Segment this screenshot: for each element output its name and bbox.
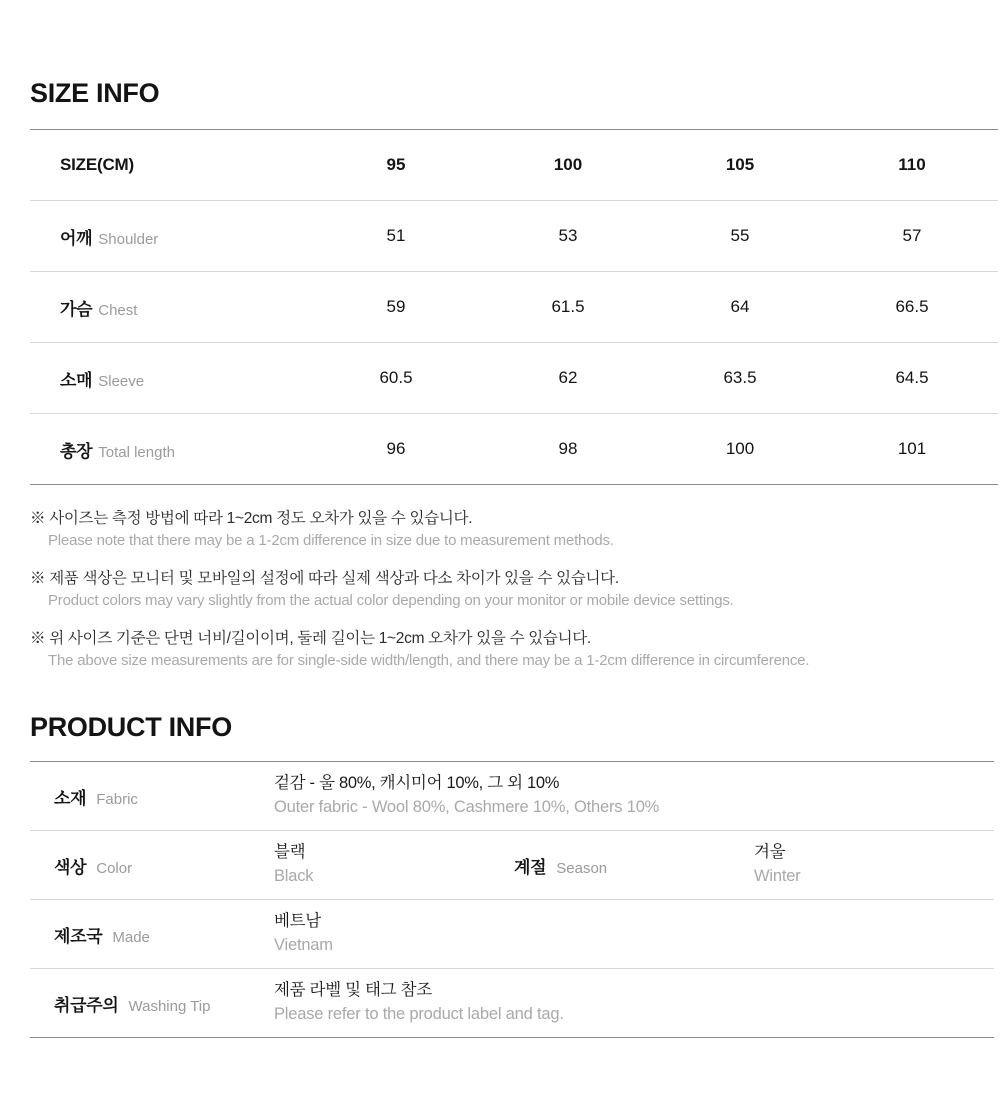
size-header-95: 95 xyxy=(310,130,482,201)
size-cell: 64 xyxy=(654,272,826,343)
size-header-label: SIZE(CM) xyxy=(30,130,310,201)
size-cell: 98 xyxy=(482,414,654,485)
table-row xyxy=(30,900,994,969)
product-value-season: 겨울 Winter xyxy=(754,831,994,900)
size-cell: 51 xyxy=(310,201,482,272)
size-row-label-total-length: 총장 Total length xyxy=(30,414,310,485)
note-item: ※ 제품 색상은 모니터 및 모바일의 설정에 따라 실제 색상과 다소 차이가 있을 수 있습니다. Product colors may vary slightly from the actual color depending on your monitor or mobile device settings. xyxy=(30,569,734,610)
product-label-washing-tip: 취급주의 Washing Tip xyxy=(30,969,274,1038)
size-row-label-shoulder: 어깨 Shoulder xyxy=(30,201,310,272)
size-header-105: 105 xyxy=(654,130,826,201)
note-item: ※ 위 사이즈 기준은 단면 너비/길이이며, 둘레 길이는 1~2cm 오차가 있을 수 있습니다. The above size measurements are for single-side width/length, and there may be a 1-2cm difference in circumference. xyxy=(30,629,810,669)
product-detail-page xyxy=(0,18,1000,1118)
size-notes xyxy=(30,507,970,672)
size-table xyxy=(30,129,998,485)
table-row xyxy=(30,201,998,272)
size-row-label-chest: 가슴 Chest xyxy=(30,272,310,343)
table-row xyxy=(30,969,994,1038)
product-value-fabric: 겉감 - 울 80%, 캐시미어 10%, 그 외 10% Outer fabric - Wool 80%, Cashmere 10%, Others 10% xyxy=(274,762,994,831)
size-info-title: SIZE INFO xyxy=(30,78,160,109)
size-cell: 62 xyxy=(482,343,654,414)
product-label-color: 색상 Color xyxy=(30,831,274,900)
size-cell: 96 xyxy=(310,414,482,485)
table-row xyxy=(30,343,998,414)
product-label-season: 계절 Season xyxy=(514,831,754,900)
product-label-fabric: 소재 Fabric xyxy=(30,762,274,831)
size-cell: 61.5 xyxy=(482,272,654,343)
size-cell: 60.5 xyxy=(310,343,482,414)
size-cell: 63.5 xyxy=(654,343,826,414)
product-value-color: 블랙 Black xyxy=(274,831,514,900)
product-value-made: 베트남 Vietnam xyxy=(274,900,994,969)
size-cell: 64.5 xyxy=(826,343,998,414)
table-row xyxy=(30,762,994,831)
product-label-made: 제조국 Made xyxy=(30,900,274,969)
size-cell: 66.5 xyxy=(826,272,998,343)
size-cell: 55 xyxy=(654,201,826,272)
size-cell: 57 xyxy=(826,201,998,272)
product-info-table xyxy=(30,761,994,1038)
note-item: ※ 사이즈는 측정 방법에 따라 1~2cm 정도 오차가 있을 수 있습니다. Please note that there may be a 1-2cm difference in size due to measurement methods. xyxy=(30,510,614,550)
product-info-title: PRODUCT INFO xyxy=(30,712,232,743)
table-row xyxy=(30,831,994,900)
product-value-washing-tip: 제품 라벨 및 태그 참조 Please refer to the product label and tag. xyxy=(274,969,994,1038)
size-header-100: 100 xyxy=(482,130,654,201)
table-row xyxy=(30,272,998,343)
size-table-header-row xyxy=(30,130,998,201)
size-cell: 100 xyxy=(654,414,826,485)
size-cell: 59 xyxy=(310,272,482,343)
size-row-label-sleeve: 소매 Sleeve xyxy=(30,343,310,414)
size-cell: 101 xyxy=(826,414,998,485)
size-header-110: 110 xyxy=(826,130,998,201)
size-cell: 53 xyxy=(482,201,654,272)
table-row xyxy=(30,414,998,485)
